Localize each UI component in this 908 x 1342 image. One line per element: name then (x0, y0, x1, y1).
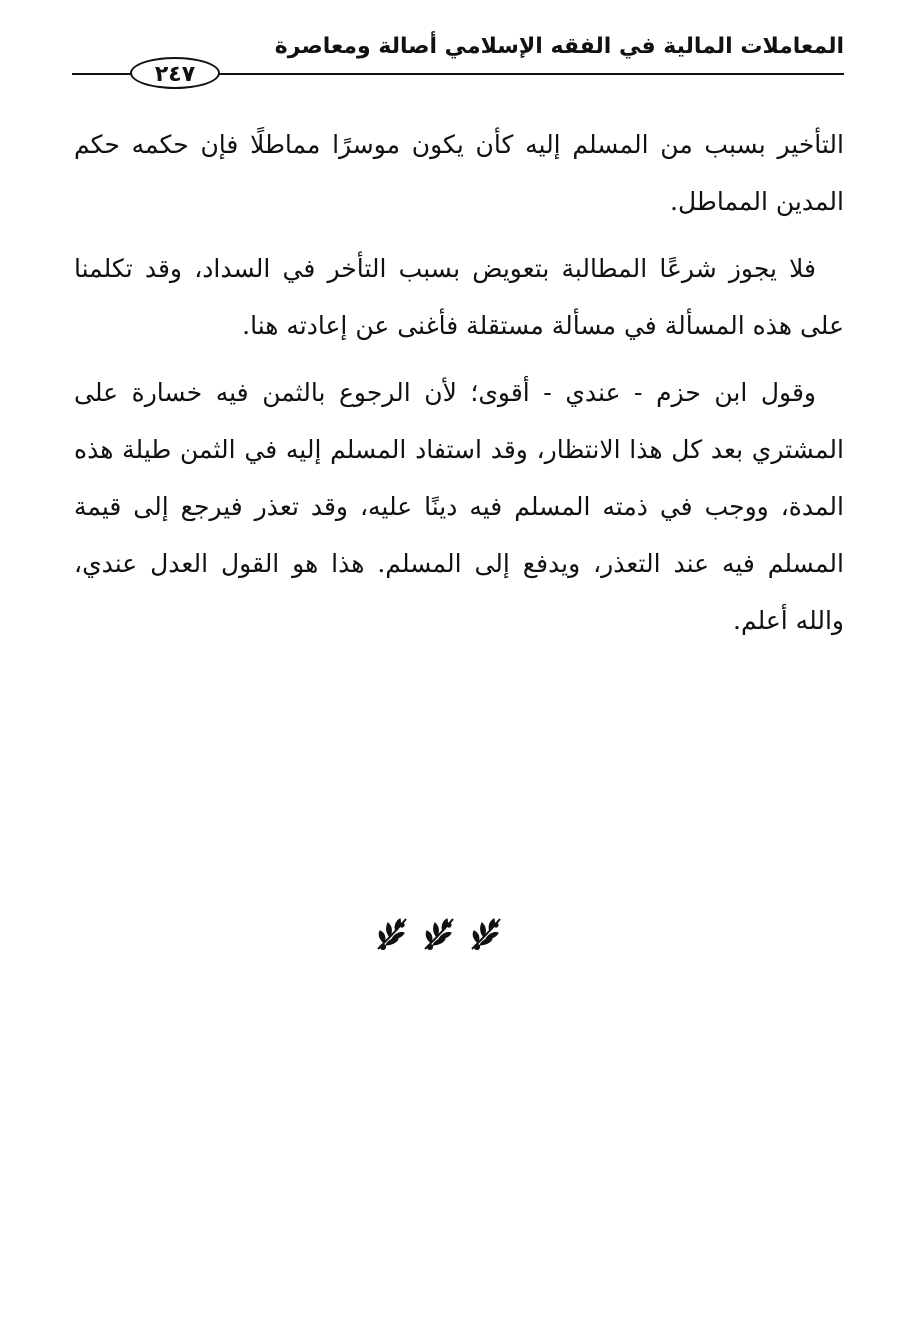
header-rule-left (72, 73, 132, 75)
paragraph-1: التأخير بسبب من المسلم إليه كأن يكون موسرًا مماطلًا فإن حكمه حكم المدين المماطل. (74, 130, 844, 216)
floral-ornament-icon (468, 915, 504, 953)
page-number: ٢٤٧ (130, 57, 220, 89)
floral-ornament-icon (421, 915, 457, 953)
paragraph-2: فلا يجوز شرعًا المطالبة بتعويض بسبب التأخر في السداد، وقد تكلمنا على هذه المسألة في مسألة مستقلة فأغنى عن إعادته هنا. (74, 254, 844, 340)
running-head-title: المعاملات المالية في الفقه الإسلامي أصالة ومعاصرة (274, 34, 844, 59)
body-text (74, 116, 844, 659)
paragraph-3: وقول ابن حزم - عندي - أقوى؛ لأن الرجوع بالثمن فيه خسارة على المشتري بعد كل هذا الانتظار، وقد استفاد المسلم إليه في الثمن طيلة هذه المدة، ووجب في ذمته المسلم فيه دينًا عليه، وقد تعذر فيرجع إلى قيمة المسلم فيه عند التعذر، ويدفع إلى المسلم. هذا هو القول العدل عندي، والله أعلم. (74, 378, 844, 635)
header-rule-right (219, 73, 844, 75)
section-end-ornament (374, 914, 504, 954)
floral-ornament-icon (374, 915, 410, 953)
